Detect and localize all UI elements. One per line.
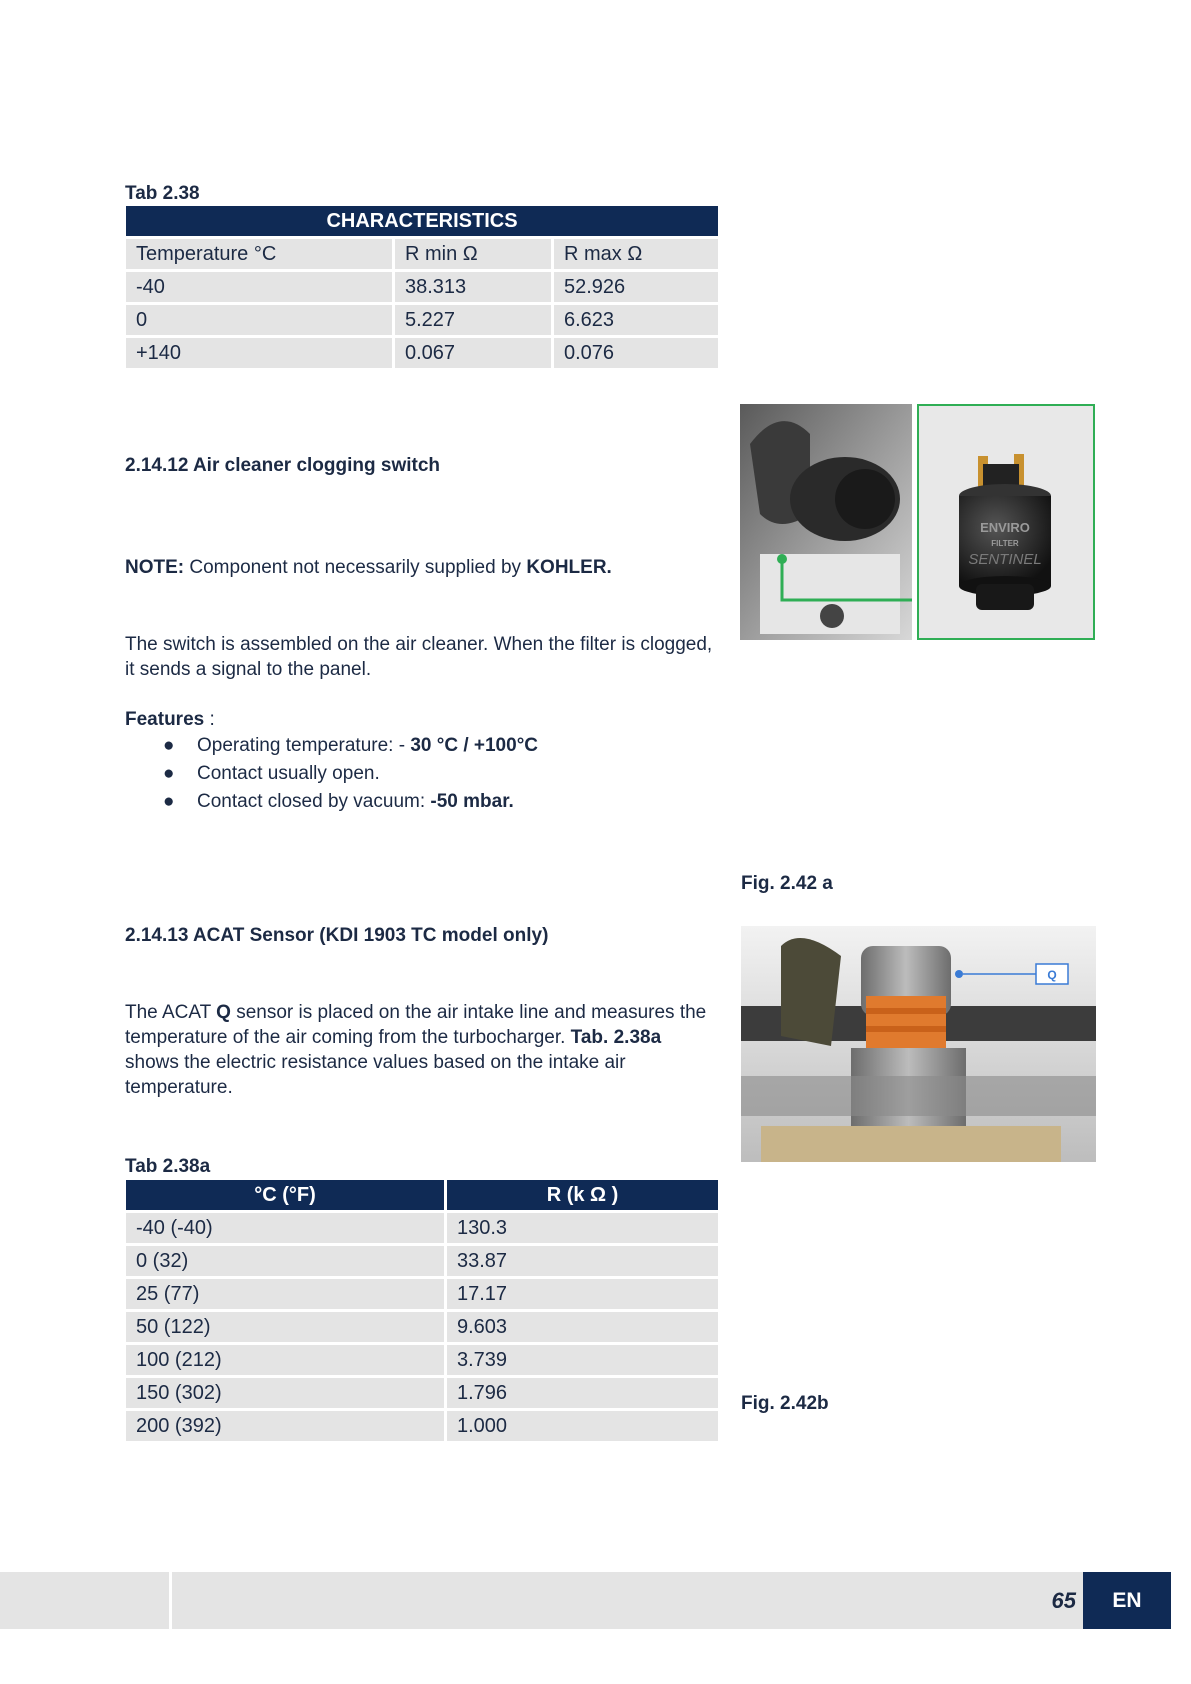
section-heading-air-cleaner: 2.14.12 Air cleaner clogging switch (125, 455, 441, 476)
features-list (125, 732, 715, 816)
switch-label-filter: FILTER (991, 539, 1019, 548)
page-number: 65 (1051, 1588, 1076, 1613)
table-cell: 3.739 (447, 1345, 718, 1375)
bullet-icon: ● (163, 763, 175, 784)
footer-bar (0, 1572, 1083, 1629)
table-cell: 6.623 (554, 305, 718, 335)
table-cell: 33.87 (447, 1246, 718, 1276)
table-header-cell: R (k Ω ) (447, 1180, 718, 1210)
table-cell: 5.227 (395, 305, 551, 335)
note-label: NOTE: (125, 557, 185, 578)
section-heading-acat: 2.14.13 ACAT Sensor (KDI 1903 TC model only) (125, 925, 549, 946)
figure-label-q: Q (1047, 968, 1057, 982)
table-cell: 0.067 (395, 338, 551, 368)
table-title: CHARACTERISTICS (126, 206, 718, 236)
table-cell: 200 (392) (126, 1411, 444, 1441)
feature-value: -50 mbar. (430, 791, 514, 812)
figure-air-cleaner-switch (740, 404, 1095, 640)
table-row (126, 1213, 718, 1243)
feature-value: 30 °C / +100°C (410, 735, 539, 756)
table-cell: 9.603 (447, 1312, 718, 1342)
table-row (126, 1246, 718, 1276)
table-row (126, 1312, 718, 1342)
features-heading (125, 707, 215, 732)
table-header-cell: R min Ω (395, 239, 551, 269)
tab-2-38-caption: Tab 2.38 (125, 183, 200, 204)
table-row (126, 338, 718, 368)
table-row (126, 1279, 718, 1309)
table-header-row (126, 1180, 718, 1210)
note-text: Component not necessarily supplied by (184, 557, 527, 578)
table-cell: 52.926 (554, 272, 718, 302)
table-cell: 50 (122) (126, 1312, 444, 1342)
bullet-icon: ● (163, 791, 175, 812)
table-cell: 0.076 (554, 338, 718, 368)
table-row (126, 272, 718, 302)
acat-resistance-table (123, 1177, 721, 1444)
acat-text-2: sensor is placed on the air intake line and measures the temperature of the air coming from the turbocharger. (125, 1002, 707, 1048)
acat-table-ref: Tab. 2.38a (570, 1027, 662, 1048)
features-label: Features (125, 709, 205, 730)
switch-label-enviro: ENVIRO (980, 520, 1030, 535)
acat-description (125, 1000, 720, 1100)
table-header-cell: Temperature °C (126, 239, 392, 269)
features-colon: : (204, 709, 215, 730)
table-cell: +140 (126, 338, 392, 368)
list-item (125, 732, 715, 760)
table-header-row (126, 239, 718, 269)
note-paragraph (125, 555, 715, 580)
feature-text: Operating temperature: - (197, 735, 411, 756)
table-cell: 0 (32) (126, 1246, 444, 1276)
table-cell: -40 (-40) (126, 1213, 444, 1243)
table-row (126, 1345, 718, 1375)
table-cell: 1.000 (447, 1411, 718, 1441)
acat-sensor-ref: Q (216, 1002, 231, 1023)
table-cell: 0 (126, 305, 392, 335)
characteristics-table (123, 203, 721, 371)
switch-description: The switch is assembled on the air cleaner. When the filter is clogged, it sends a signal to the panel. (125, 634, 713, 680)
table-cell: 25 (77) (126, 1279, 444, 1309)
figure-acat-sensor (741, 926, 1096, 1162)
table-row (126, 305, 718, 335)
feature-text: Contact closed by vacuum: (197, 791, 431, 812)
footer-divider (169, 1572, 172, 1629)
note-brand: KOHLER. (526, 557, 612, 578)
table-cell: 17.17 (447, 1279, 718, 1309)
language-badge: EN (1083, 1572, 1171, 1629)
tab-2-38a-caption: Tab 2.38a (125, 1156, 211, 1177)
feature-text: Contact usually open. (197, 763, 380, 784)
table-cell: 130.3 (447, 1213, 718, 1243)
table-header-cell: °C (°F) (126, 1180, 444, 1210)
table-cell: -40 (126, 272, 392, 302)
bullet-icon: ● (163, 735, 175, 756)
list-item (125, 788, 715, 816)
table-cell: 1.796 (447, 1378, 718, 1408)
figure-caption-2-42a: Fig. 2.42 a (741, 873, 833, 894)
table-header-cell: R max Ω (554, 239, 718, 269)
table-row (126, 1411, 718, 1441)
table-cell: 150 (302) (126, 1378, 444, 1408)
table-row (126, 1378, 718, 1408)
list-item (125, 760, 715, 788)
acat-text-1: The ACAT (125, 1002, 217, 1023)
table-cell: 38.313 (395, 272, 551, 302)
figure-caption-2-42b: Fig. 2.42b (741, 1393, 829, 1414)
table-cell: 100 (212) (126, 1345, 444, 1375)
acat-text-3: shows the electric resistance values based on the intake air temperature. (125, 1052, 626, 1098)
switch-label-sentinel: SENTINEL (968, 551, 1042, 568)
